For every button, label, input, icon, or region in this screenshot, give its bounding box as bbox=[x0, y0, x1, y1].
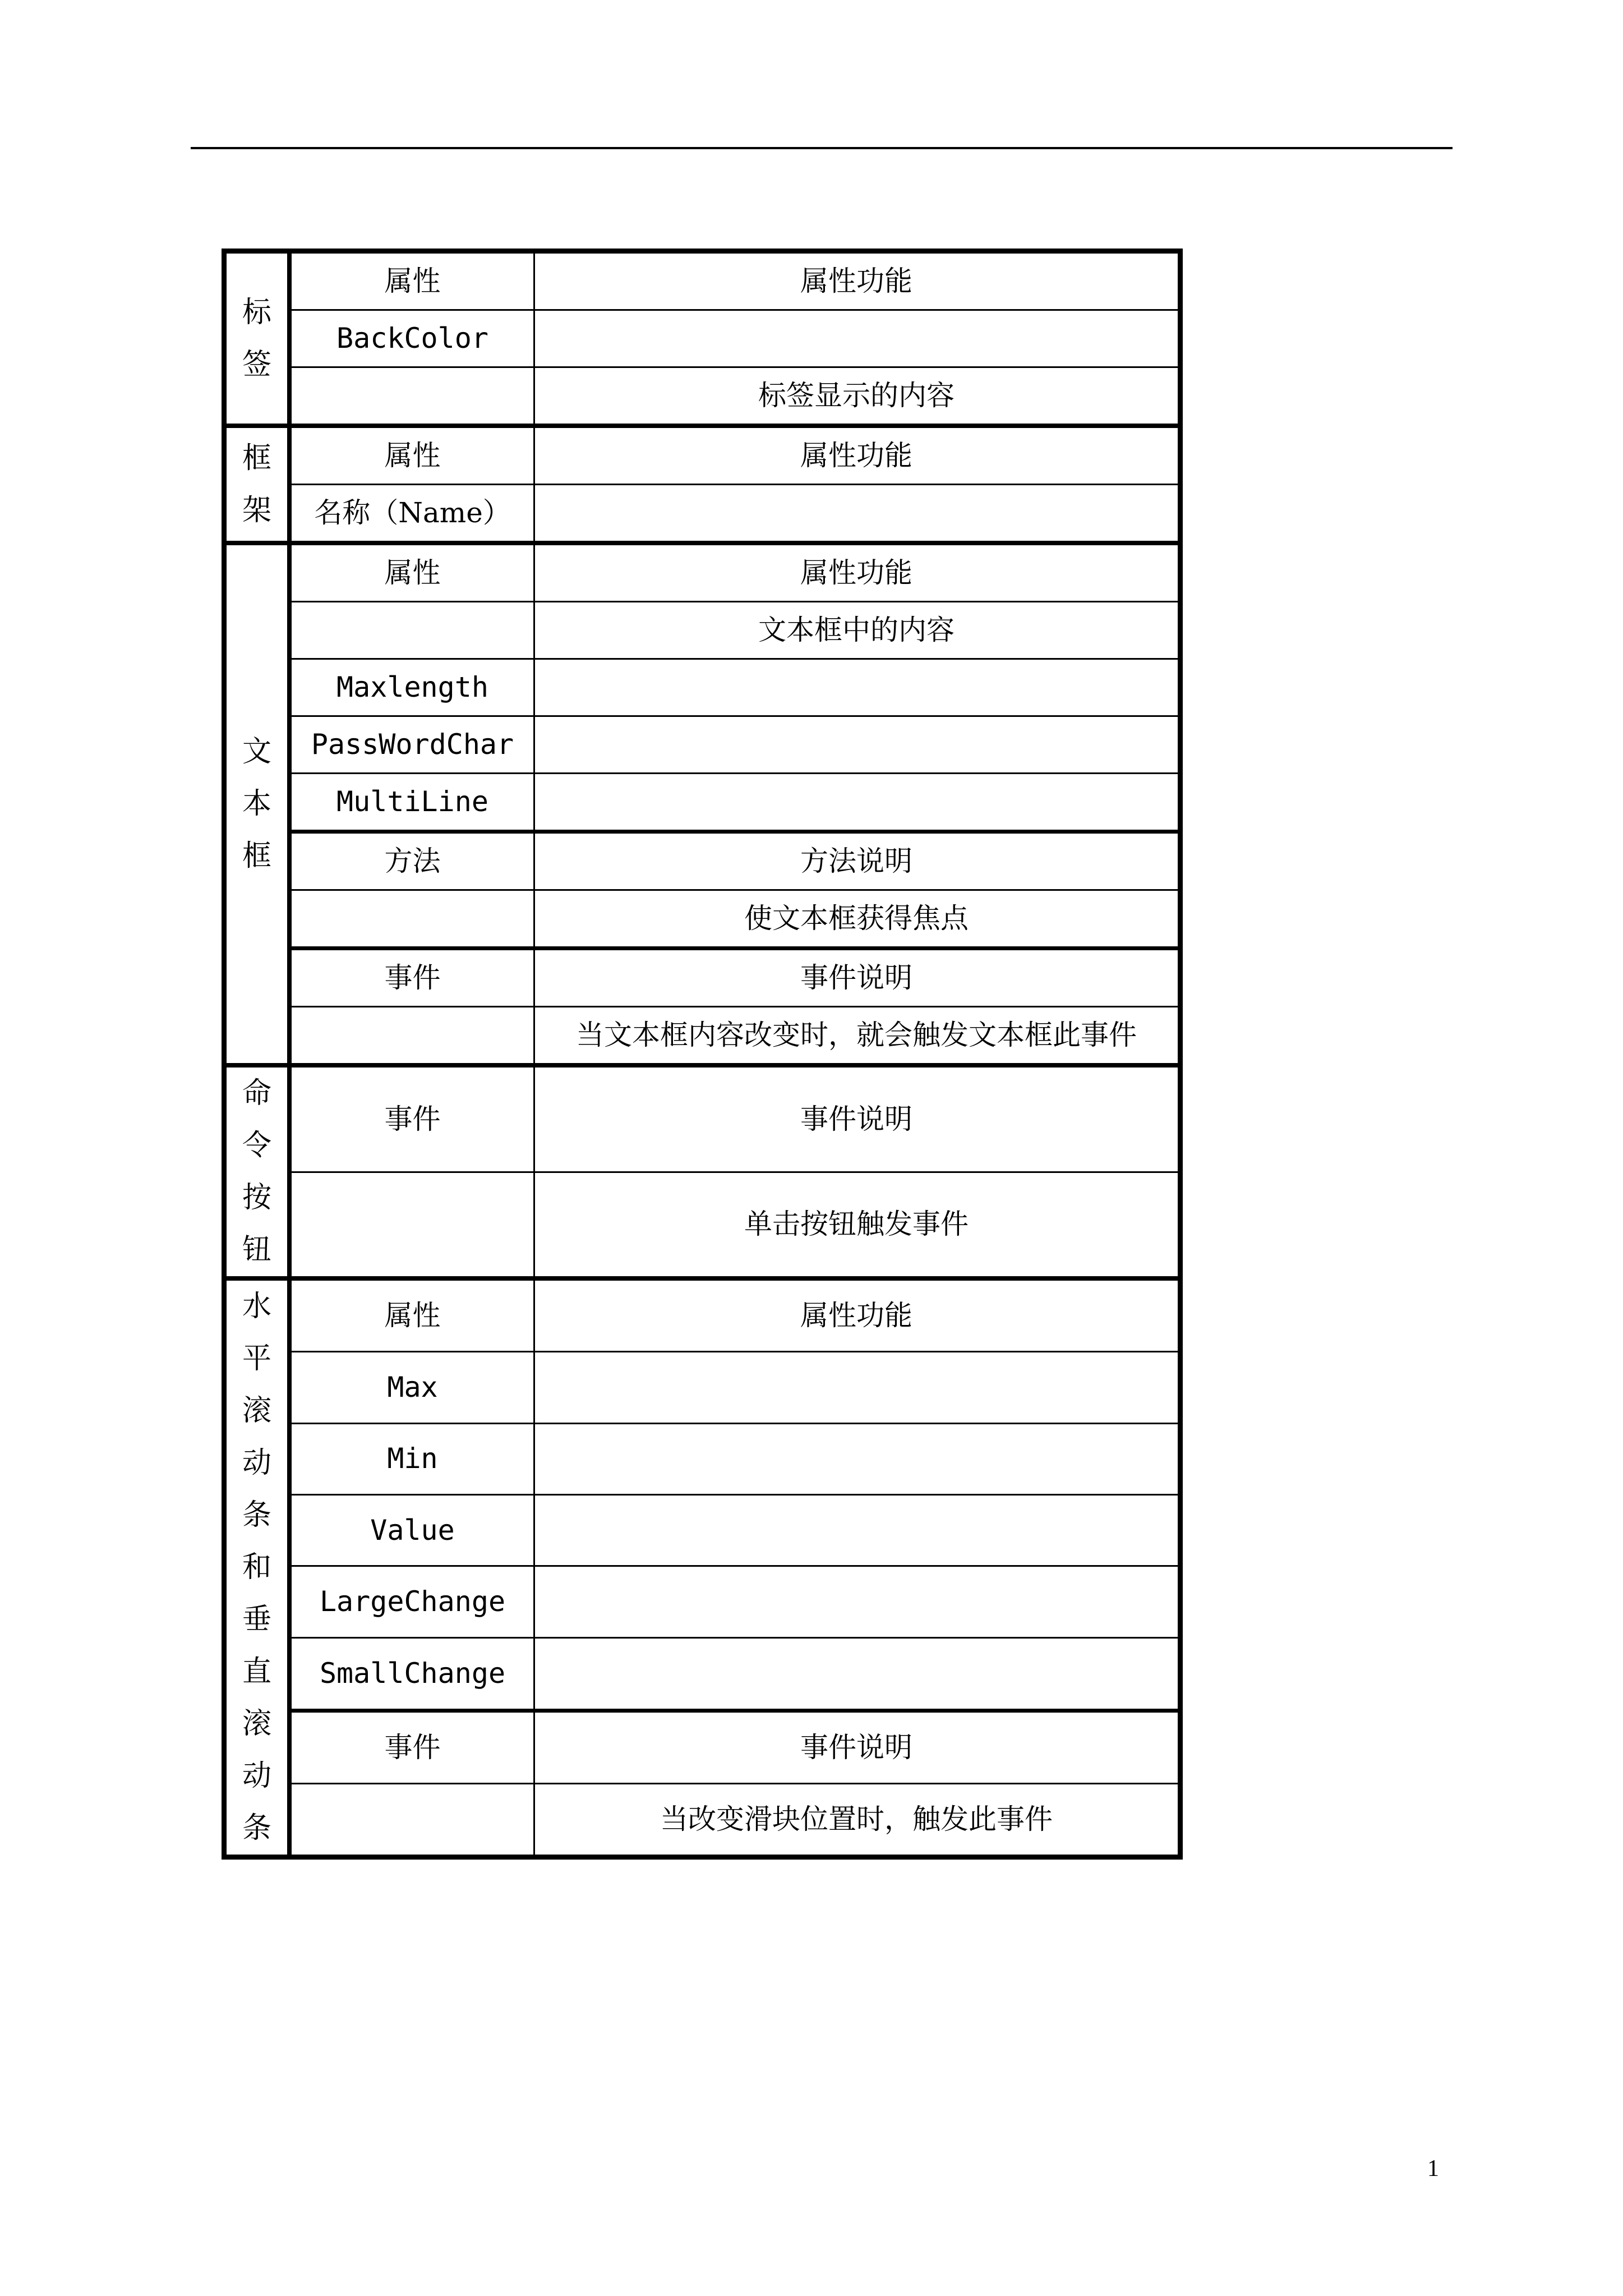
table-header-cell: 属性 bbox=[289, 543, 534, 602]
property-name-cell: MultiLine bbox=[289, 774, 534, 832]
header-rule bbox=[191, 147, 1453, 149]
section-name-label: 标签 bbox=[224, 251, 290, 426]
property-name-cell: Min bbox=[289, 1423, 534, 1494]
table-header-cell: 属性 bbox=[289, 251, 534, 310]
table-row bbox=[224, 1637, 1181, 1710]
section-name-frame: 框架 bbox=[224, 426, 290, 543]
method-name-cell bbox=[289, 890, 534, 949]
property-name-cell: Max bbox=[289, 1352, 534, 1423]
property-desc-cell: 标签显示的内容 bbox=[534, 367, 1180, 426]
button-header-row bbox=[224, 1065, 1181, 1172]
property-desc-cell bbox=[534, 485, 1180, 544]
table-row bbox=[224, 310, 1181, 367]
property-desc-cell bbox=[534, 1423, 1180, 1494]
table-header-cell: 事件 bbox=[289, 1065, 534, 1172]
property-name-cell: Maxlength bbox=[289, 659, 534, 716]
table-header-cell: 方法 bbox=[289, 832, 534, 890]
table-row bbox=[224, 1423, 1181, 1494]
label-header-row bbox=[224, 251, 1181, 310]
table-row bbox=[224, 602, 1181, 659]
table-header-cell: 属性功能 bbox=[534, 543, 1180, 602]
property-name-cell bbox=[289, 602, 534, 659]
property-name-cell bbox=[289, 367, 534, 426]
table-header-cell: 事件 bbox=[289, 1710, 534, 1783]
property-desc-cell bbox=[534, 310, 1180, 367]
table-header-cell: 事件说明 bbox=[534, 1065, 1180, 1172]
property-name-cell: PassWordChar bbox=[289, 716, 534, 774]
section-name-scrollbar: 水平滚动条和垂直滚动条 bbox=[224, 1278, 290, 1857]
control-properties-table bbox=[222, 249, 1183, 1860]
table-row bbox=[224, 1172, 1181, 1278]
method-desc-cell: 使文本框获得焦点 bbox=[534, 890, 1180, 949]
property-desc-cell bbox=[534, 1352, 1180, 1423]
table-row bbox=[224, 1783, 1181, 1857]
table-header-cell: 属性 bbox=[289, 426, 534, 485]
textbox-header-row bbox=[224, 543, 1181, 602]
section-name-textbox: 文本框 bbox=[224, 543, 290, 1065]
table-header-cell: 属性功能 bbox=[534, 1278, 1180, 1352]
table-row bbox=[224, 716, 1181, 774]
event-desc-cell: 当改变滑块位置时，触发此事件 bbox=[534, 1783, 1180, 1857]
table-row bbox=[224, 659, 1181, 716]
event-name-cell bbox=[289, 1172, 534, 1278]
page-number: 1 bbox=[1427, 2156, 1439, 2182]
property-name-cell: LargeChange bbox=[289, 1566, 534, 1637]
table-row bbox=[224, 774, 1181, 832]
table-row bbox=[224, 1007, 1181, 1066]
property-desc-cell bbox=[534, 774, 1180, 832]
table-row bbox=[224, 1494, 1181, 1566]
event-desc-cell: 当文本框内容改变时，就会触发文本框此事件 bbox=[534, 1007, 1180, 1066]
event-name-cell bbox=[289, 1007, 534, 1066]
scrollbar-header-row bbox=[224, 1278, 1181, 1352]
section-name-button: 命令按钮 bbox=[224, 1065, 290, 1278]
property-desc-cell bbox=[534, 1494, 1180, 1566]
table-row bbox=[224, 485, 1181, 544]
property-name-cell: 名称（Name） bbox=[289, 485, 534, 544]
table-header-cell: 属性功能 bbox=[534, 251, 1180, 310]
table-header-cell: 事件 bbox=[289, 949, 534, 1007]
table-header-cell: 事件说明 bbox=[534, 949, 1180, 1007]
table-header-cell: 属性功能 bbox=[534, 426, 1180, 485]
table-row bbox=[224, 1566, 1181, 1637]
event-desc-cell: 单击按钮触发事件 bbox=[534, 1172, 1180, 1278]
property-name-cell: SmallChange bbox=[289, 1637, 534, 1710]
table-row bbox=[224, 890, 1181, 949]
table-row bbox=[224, 1352, 1181, 1423]
property-desc-cell: 文本框中的内容 bbox=[534, 602, 1180, 659]
property-name-cell: BackColor bbox=[289, 310, 534, 367]
property-desc-cell bbox=[534, 716, 1180, 774]
textbox-method-header-row bbox=[224, 832, 1181, 890]
property-name-cell: Value bbox=[289, 1494, 534, 1566]
property-desc-cell bbox=[534, 659, 1180, 716]
table-header-cell: 方法说明 bbox=[534, 832, 1180, 890]
frame-header-row bbox=[224, 426, 1181, 485]
textbox-event-header-row bbox=[224, 949, 1181, 1007]
table-header-cell: 事件说明 bbox=[534, 1710, 1180, 1783]
table-header-cell: 属性 bbox=[289, 1278, 534, 1352]
table-row bbox=[224, 367, 1181, 426]
event-name-cell bbox=[289, 1783, 534, 1857]
property-desc-cell bbox=[534, 1566, 1180, 1637]
scrollbar-event-header-row bbox=[224, 1710, 1181, 1783]
property-desc-cell bbox=[534, 1637, 1180, 1710]
